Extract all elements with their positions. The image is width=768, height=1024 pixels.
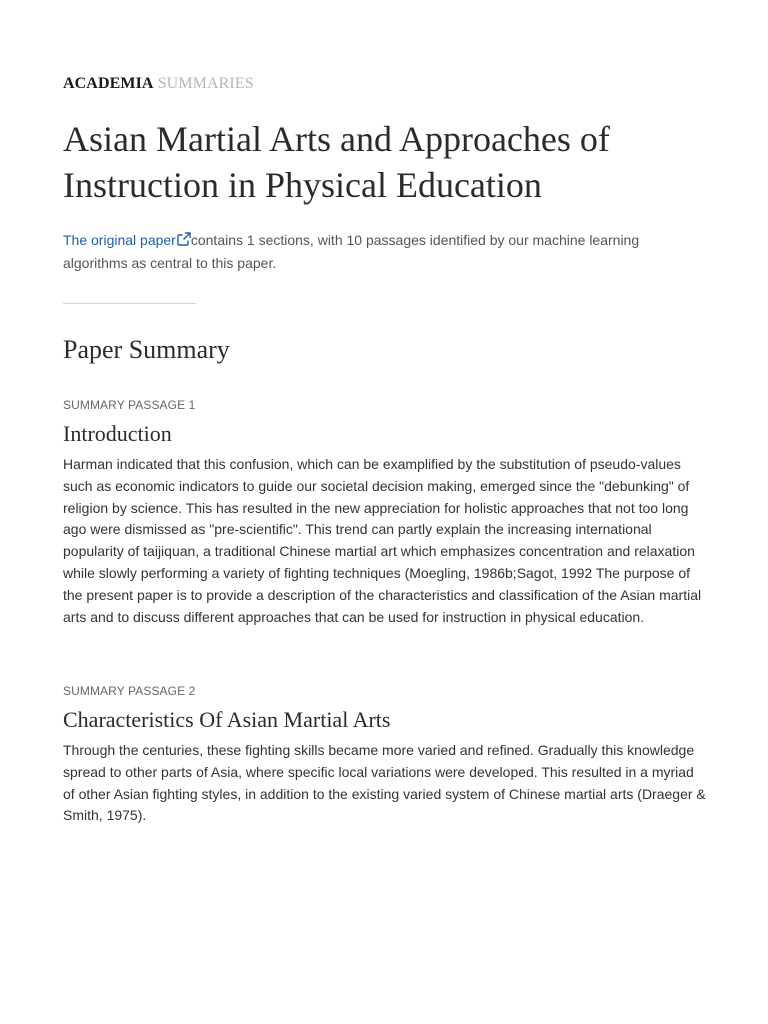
passage-text: Through the centuries, these fighting skills became more varied and refined. Gradually this knowledge spread to other parts of Asia, where specific local variations were developed. This resulted in a myriad of other Asian fighting styles, in addition to the existing varied system of Chinese martial arts (Draeger & Smith, 1975). <box>63 742 706 824</box>
divider <box>63 303 196 304</box>
original-paper-link-label: The original paper <box>63 232 176 248</box>
summary-passage <box>63 397 708 628</box>
intro-text: contains 1 sections, with 10 passages identified by our machine learning algorithms as central to this paper. <box>63 232 640 271</box>
passage-text: Harman indicated that this confusion, which can be examplified by the substitution of pseudo-values such as economic indicators to guide our societal decision making, emerged since the "debunking" of religion by science. This has resulted in the new appreciation for holistic approaches that not too long ago were dismissed as "pre-scientific". This trend can partly explain the increasing international popularity of taijiquan, a traditional Chinese martial art which emphasizes concentration and relaxation while slowly performing a variety of fighting techniques (Moegling, 1986b;Sagot, 1992 The purpose of the present paper is to provide a description of the characteristics and classification of the Asian martial arts and to discuss different approaches that can be used for instruction in physical education. <box>63 456 702 625</box>
passage-title: Introduction <box>63 421 172 446</box>
passage-label: SUMMARY PASSAGE 1 <box>63 398 196 412</box>
paper-title: Asian Martial Arts and Approaches of Instruction in Physical Education <box>63 119 610 205</box>
paper-summary-heading: Paper Summary <box>63 335 230 364</box>
summary-passage <box>63 683 708 827</box>
brand-main: ACADEMIA <box>63 75 154 92</box>
original-paper-link[interactable] <box>63 232 191 248</box>
passage-title: Characteristics Of Asian Martial Arts <box>63 707 391 732</box>
passage-label: SUMMARY PASSAGE 2 <box>63 684 196 698</box>
site-logo[interactable] <box>63 75 254 93</box>
brand-sub: SUMMARIES <box>157 75 254 92</box>
external-link-icon <box>177 230 191 252</box>
intro-paragraph <box>63 229 703 274</box>
